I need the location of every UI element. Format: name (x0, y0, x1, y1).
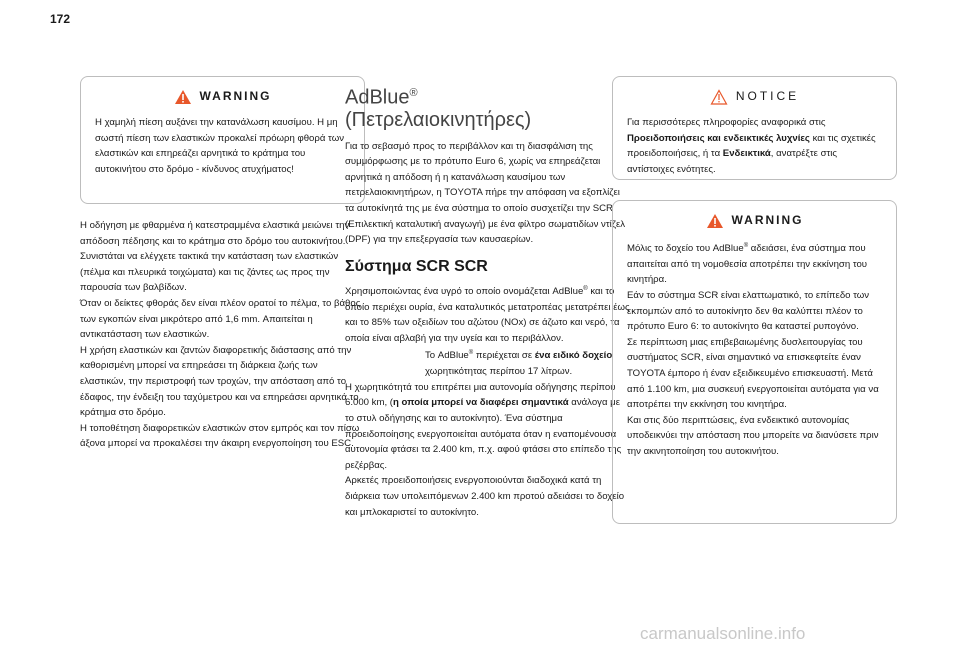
section-heading-adblue: AdBlue® (Πετρελαιοκινητήρες) (345, 86, 532, 131)
paragraph: Η χρήση ελαστικών και ζαντών διαφορετικής διάστασης από την καθορισμένη μπορεί να επηρεάσει τη διάρκεια ζωής των ελαστικών, την περιστροφή των τροχών, την απόσταση από το έδαφος, την ένδειξη του ταχύμετρου και να επηρεάσει αρνητικά το κράτημα στο δρόμο. (80, 344, 359, 419)
notice-header (627, 89, 882, 105)
paragraph: Μόλις το δοχείο του AdBlue® αδειάσει, ένα σύστημα που απαιτείται από τη νομοθεσία αποτρέπει την εκκίνηση του κινητήρα. (627, 243, 868, 286)
paragraph: Η χωρητικότητά του επιτρέπει μια αυτονομία οδήγησης περίπου 6.000 km, (η οποία μπορεί να διαφέρει σημαντικά ανάλογα με το στυλ οδήγησης και το αυτοκίνητο). Ένα σύστημα προειδοποίησης ενεργοποιείται αυτόματα όταν η εναπομένουσα αυτονομία φτάσει τα 2.400 km, π.χ. αφού φτάσει στο επίπεδο της ρεζέρβας. (345, 381, 622, 471)
intro-paragraph: Για το σεβασμό προς το περιβάλλον και τη διασφάλιση της συμμόρφωσης με το πρότυπο Euro 6, χωρίς να επηρεάζεται αρνητικά η απόδοση ή η κατανάλωση καυσίμου των πετρελαιοκινητήρων, η TOYOTA πήρε την απόφαση να εξοπλίζει τα αυτοκίνητά της με ένα σύστημα το οποίο συσχετίζει την SCR (Επιλεκτική καταλυτική αναγωγή) με ένα φίλτρο σωματιδίων ντίζελ (DPF) για την επεξεργασία των καυσαερίων. (345, 140, 626, 246)
notice-box (612, 76, 897, 180)
paragraph: Χρησιμοποιώντας ένα υγρό το οποίο ονομάζεται AdBlue® και το οποίο περιέχει ουρία, ένα καταλυτικός μετατροπέας μετατρέπει έως και το 85% των οξειδίων του αζώτου (NOx) σε άζωτο και νερό, τα οποία είναι αβλαβή για την υγεία και το περιβάλλον. (345, 285, 630, 344)
paragraph: Αρκετές προειδοποιήσεις ενεργοποιούνται διαδοχικά κατά τη διάρκεια των υπολειπόμενων 2.400 km προτού αδειάσει το δοχείο και μπλοκαριστεί το αυτοκίνητο. (345, 475, 625, 518)
warning-triangle-icon (174, 89, 192, 105)
warning-header (95, 89, 350, 105)
paragraph: Και στις δύο περιπτώσεις, ένα ενδεικτικό αυτονομίας υποδεικνύει την απόσταση που μπορείτε να διανύσετε πριν την ακινητοποίηση του αυτοκινήτου. (627, 414, 879, 457)
notice-triangle-icon (710, 89, 728, 105)
page-number: 172 (50, 12, 71, 26)
warning-title: WARNING (199, 89, 272, 104)
paragraph: Σε περίπτωση μιας επιβεβαιωμένης δυσλειτουργίας του συστήματος SCR, είναι σημαντικό να επισκεφτείτε έναν TOYOTA έμπορο ή έναν εξειδικευμένο επισκευαστή. Μετά από 1.100 km, μια συσκευή ενεργοποιείται αυτόματα για να αποτρέπει την εκκίνηση του κινητήρα. (627, 336, 879, 411)
column-middle (345, 82, 630, 520)
warning-triangle-icon (706, 213, 724, 229)
warning-box (80, 76, 365, 204)
warning-box (612, 200, 897, 524)
subsection-heading-scr: Σύστημα SCR SCR (345, 257, 488, 275)
warning-title: WARNING (731, 213, 804, 228)
column-right (612, 76, 897, 524)
notice-title: NOTICE (735, 89, 800, 104)
paragraph: Εάν το σύστημα SCR είναι ελαττωματικό, το επίπεδο των εκπομπών από το αυτοκίνητο δεν θα καλύπτει πλέον το πρότυπο Euro 6: το αυτοκίνητο θα καταστεί ρυπογόνο. (627, 289, 870, 333)
paragraph: Η οδήγηση με φθαρμένα ή κατεστραμμένα ελαστικά μειώνει την απόδοση πέδησης και το κράτημα στο δρόμο του αυτοκινήτου. Συνιστάται να ελέγχετε τακτικά την κατάσταση των ελαστικών (πέλμα και πλευρικά τοιχώματα) και τις ζάντες ως προς την παρουσία των βαλβίδων. (80, 220, 350, 294)
notice-text: Για περισσότερες πληροφορίες αναφορικά στις Προειδοποιήσεις και ενδεικτικές λυχνίες και τις σχετικές προειδοποιήσεις, ή τα Ενδεικτικά, ανατρέξτε στις αντίστοιχες ενότητες. (627, 117, 876, 175)
paragraph: Όταν οι δείκτες φθοράς δεν είναι πλέον ορατοί το πέλμα, το βάθος των εγκοπών είναι μικρότερο από 1,6 mm. Απαιτείται η αντικατάσταση των ελαστικών. (80, 297, 361, 341)
warning-text: Η χαμηλή πίεση αυξάνει την κατανάλωση καυσίμου. Η μη σωστή πίεση των ελαστικών προκαλεί πρόωρη φθορά των ελαστικών και επηρεάζει αρνητικά το κράτημα του αυτοκινήτου στο δρόμο - κίνδυνος ατυχήματος! (95, 117, 345, 175)
paragraph: Το AdBlue® περιέχεται σε ένα ειδικό δοχείο χωρητικότητας περίπου 17 λίτρων. (425, 350, 613, 378)
tyre-text (80, 218, 365, 452)
watermark: carmanualsonline.info (640, 624, 806, 643)
warning-header (627, 213, 882, 229)
column-left (80, 76, 365, 452)
paragraph: Η τοποθέτηση διαφορετικών ελαστικών στον εμπρός και τον πίσω άξονα μπορεί να προκαλέσει την άκαιρη ενεργοποίηση του ESC. (80, 422, 360, 450)
